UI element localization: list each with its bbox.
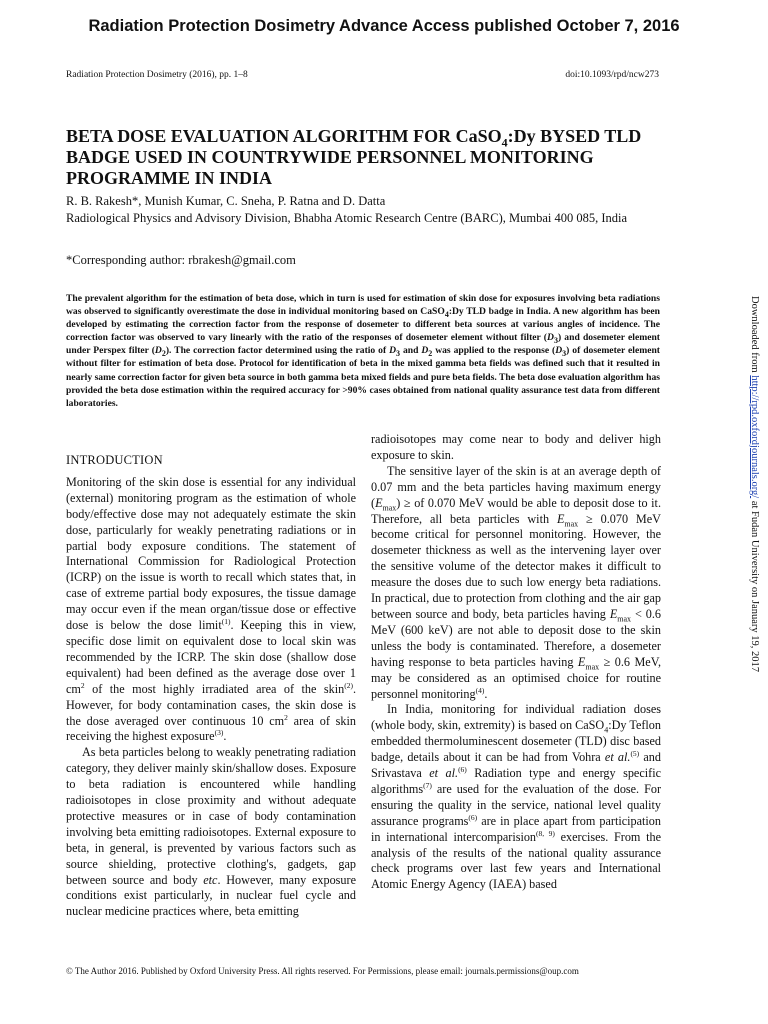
left-column bbox=[66, 453, 356, 920]
right-column bbox=[371, 432, 661, 893]
citation-ref[interactable]: (5) bbox=[630, 749, 640, 759]
abstract: The prevalent algorithm for the estimation of beta dose, which in turn is used for estimation of skin dose for exposures involving beta radiations was observed to significantly overestimate the dose in individual monitoring based on CaSO$_4$:Dy TLD badge in India. A new algorithm has been developed by estimating the correction factor from the response of dosemeter to different beta sources at various angles of incidence. The correction factor was observed to vary linearly with the ratio of the responses of dosemeter element without filter $(D_3)$ and dosemeter element under Perspex filter $(D_2)$. The correction factor determined using the ratio of $D_3$ and $D_2$ was applied to the response $(D_3)$ of dosemeter element without filter for estimation of beta dose. Protocol for identification of beta in the mixed gamma beta fields was defined such that it resulted in nearly same correction factor for given beta source in both gamma beta mixed fields and pure beta fields. The beta dose evaluation algorithm has provided the beta dose estimation within the required accuracy for >90% cases obtained from national quality assurance test data from different laboratories. bbox=[66, 293, 661, 409]
citation-ref[interactable]: (2) bbox=[344, 680, 353, 690]
citation-ref[interactable]: (6) bbox=[458, 764, 467, 774]
section-heading-introduction: INTRODUCTION bbox=[66, 453, 163, 467]
journal-banner: Radiation Protection Dosimetry Advance Access published October 7, 2016 bbox=[88, 17, 680, 35]
citation-ref[interactable]: (3) bbox=[214, 728, 224, 738]
journal-site-link[interactable]: http://rpd.oxfordjournals.org/ bbox=[749, 375, 760, 499]
citation-ref[interactable]: (4) bbox=[475, 685, 485, 695]
citation-ref[interactable]: (1) bbox=[221, 617, 231, 626]
corresponding-author: *Corresponding author: rbrakesh@gmail.com bbox=[66, 253, 296, 267]
affiliation: Radiological Physics and Advisory Division, Bhabha Atomic Research Centre (BARC), Mumbai 400 085, India bbox=[66, 211, 628, 225]
copyright-footer: © The Author 2016. Published by Oxford University Press. All rights reserved. For Permissions, please email: journals.permissions@oup.com bbox=[66, 966, 579, 976]
india-monitoring-paragraph: In India, monitoring for individual radiation doses (whole body, skin, extremity) is based on CaSO$_4$:Dy Teflon embedded thermoluminescent dosemeter (TLD) disc based badge, details about it can be had from Vohra et al.$^{(5)}$ and Srivastava et al.$^{(6)}$ Radiation type and energy specific algorithms$^{(7)}$ are used for the evaluation of the dose. For ensuring the quality in the service, national level quality assurance programs$^{(6)}$ are in place apart from participation in international intercomparision$^{(8, 9)}$ exercises. From the analysis of the results of the national quality assurance check programs over last few years and International Atomic Energy Agency (IAEA) based bbox=[371, 702, 661, 892]
author-list: R. B. Rakesh*, Munish Kumar, C. Sneha, P. Ratna and D. Datta bbox=[66, 194, 386, 208]
continued-paragraph: radioisotopes may come near to body and deliver high exposure to skin. bbox=[371, 432, 661, 462]
citation-ref[interactable]: (8, 9) bbox=[536, 828, 555, 838]
citation-ref[interactable]: (7) bbox=[423, 780, 432, 790]
download-notice: Downloaded from http://rpd.oxfordjournals.org/ at Fudan University on January 19, 2017 bbox=[749, 296, 760, 673]
skin-layer-paragraph: The sensitive layer of the skin is at an average depth of 0.07 mm and the beta particles having maximum energy $(E_{max})$ ≥ of 0.070 MeV would be able to deposit dose to it. Therefore, all beta particles with $E_{max} \ge 0.070$ MeV become critical for personnel monitoring. However, the dosemeter thickness as well as the intervening layer over the sensitive volume of the detector makes it difficult to measure the doses due to such low energy beta radiations. In practical, due to protection from clothing and the air gap between source and body, beta particles having $E_{max} < 0.6$ MeV (600 keV) are not able to deposit dose to the skin unless the body is contaminated. Therefore, a dosemeter having response to beta particles having $E_{max} \ge 0.6$ MeV, may be considered as an optimised choice for routine personnel monitoring$^{(4)}$. bbox=[371, 463, 662, 701]
paper-title: BETA DOSE EVALUATION ALGORITHM FOR CaSO$_4$:Dy BYSED TLD BADGE USED IN COUNTRYWIDE PERSONNEL MONITORING PROGRAMME IN INDIA bbox=[66, 126, 642, 188]
running-header-citation: Radiation Protection Dosimetry (2016), pp. 1–8 bbox=[66, 70, 248, 80]
intro-paragraph-2: As beta particles belong to weakly penetrating radiation category, they deliver mainly skin/shallow doses. Exposure to beta radiation is encountered while handling radioisotopes in close proximity and without adequate protective measures or in case of body contamination involving beta emitting radioisotopes. External exposure to beta, in general, is prevented by various factors such as source shielding, protective clothing's, gadgets, gap between source and body etc. However, many exposure conditions exist particularly, in nuclear fuel cycle and nuclear medicine practices where, beta emitting bbox=[66, 745, 356, 919]
citation-ref[interactable]: (6) bbox=[468, 812, 478, 822]
intro-paragraph-1: Monitoring of the skin dose is essential for any individual (external) monitoring program as the estimation of whole body/effective dose may not adequately estimate the skin dose, particularly for weakly penetrating radiations or in partial body exposure conditions. The statement of International Commission for Radiological Protection (ICRP) on the issue is worth to recall which states that, in case of extreme partial body exposures, the tissue damage may occur even if the mean organ/tissue dose or effective dose is below the dose limit$^{(1)}$. Keeping this in view, specific dose limit on equivalent dose to local skin was recommended by the ICRP. The skin dose (shallow dose equivalent) had been defined as the average dose over 1 $cm^2$ of the most highly irradiated area of the skin$^{(2)}$. However, for body contamination cases, the skin dose is the dose averaged over continuous 10 $cm^2$ area of skin receiving the highest exposure$^{(3)}$. bbox=[66, 474, 356, 744]
running-header-doi: doi:10.1093/rpd/ncw273 bbox=[565, 70, 659, 80]
